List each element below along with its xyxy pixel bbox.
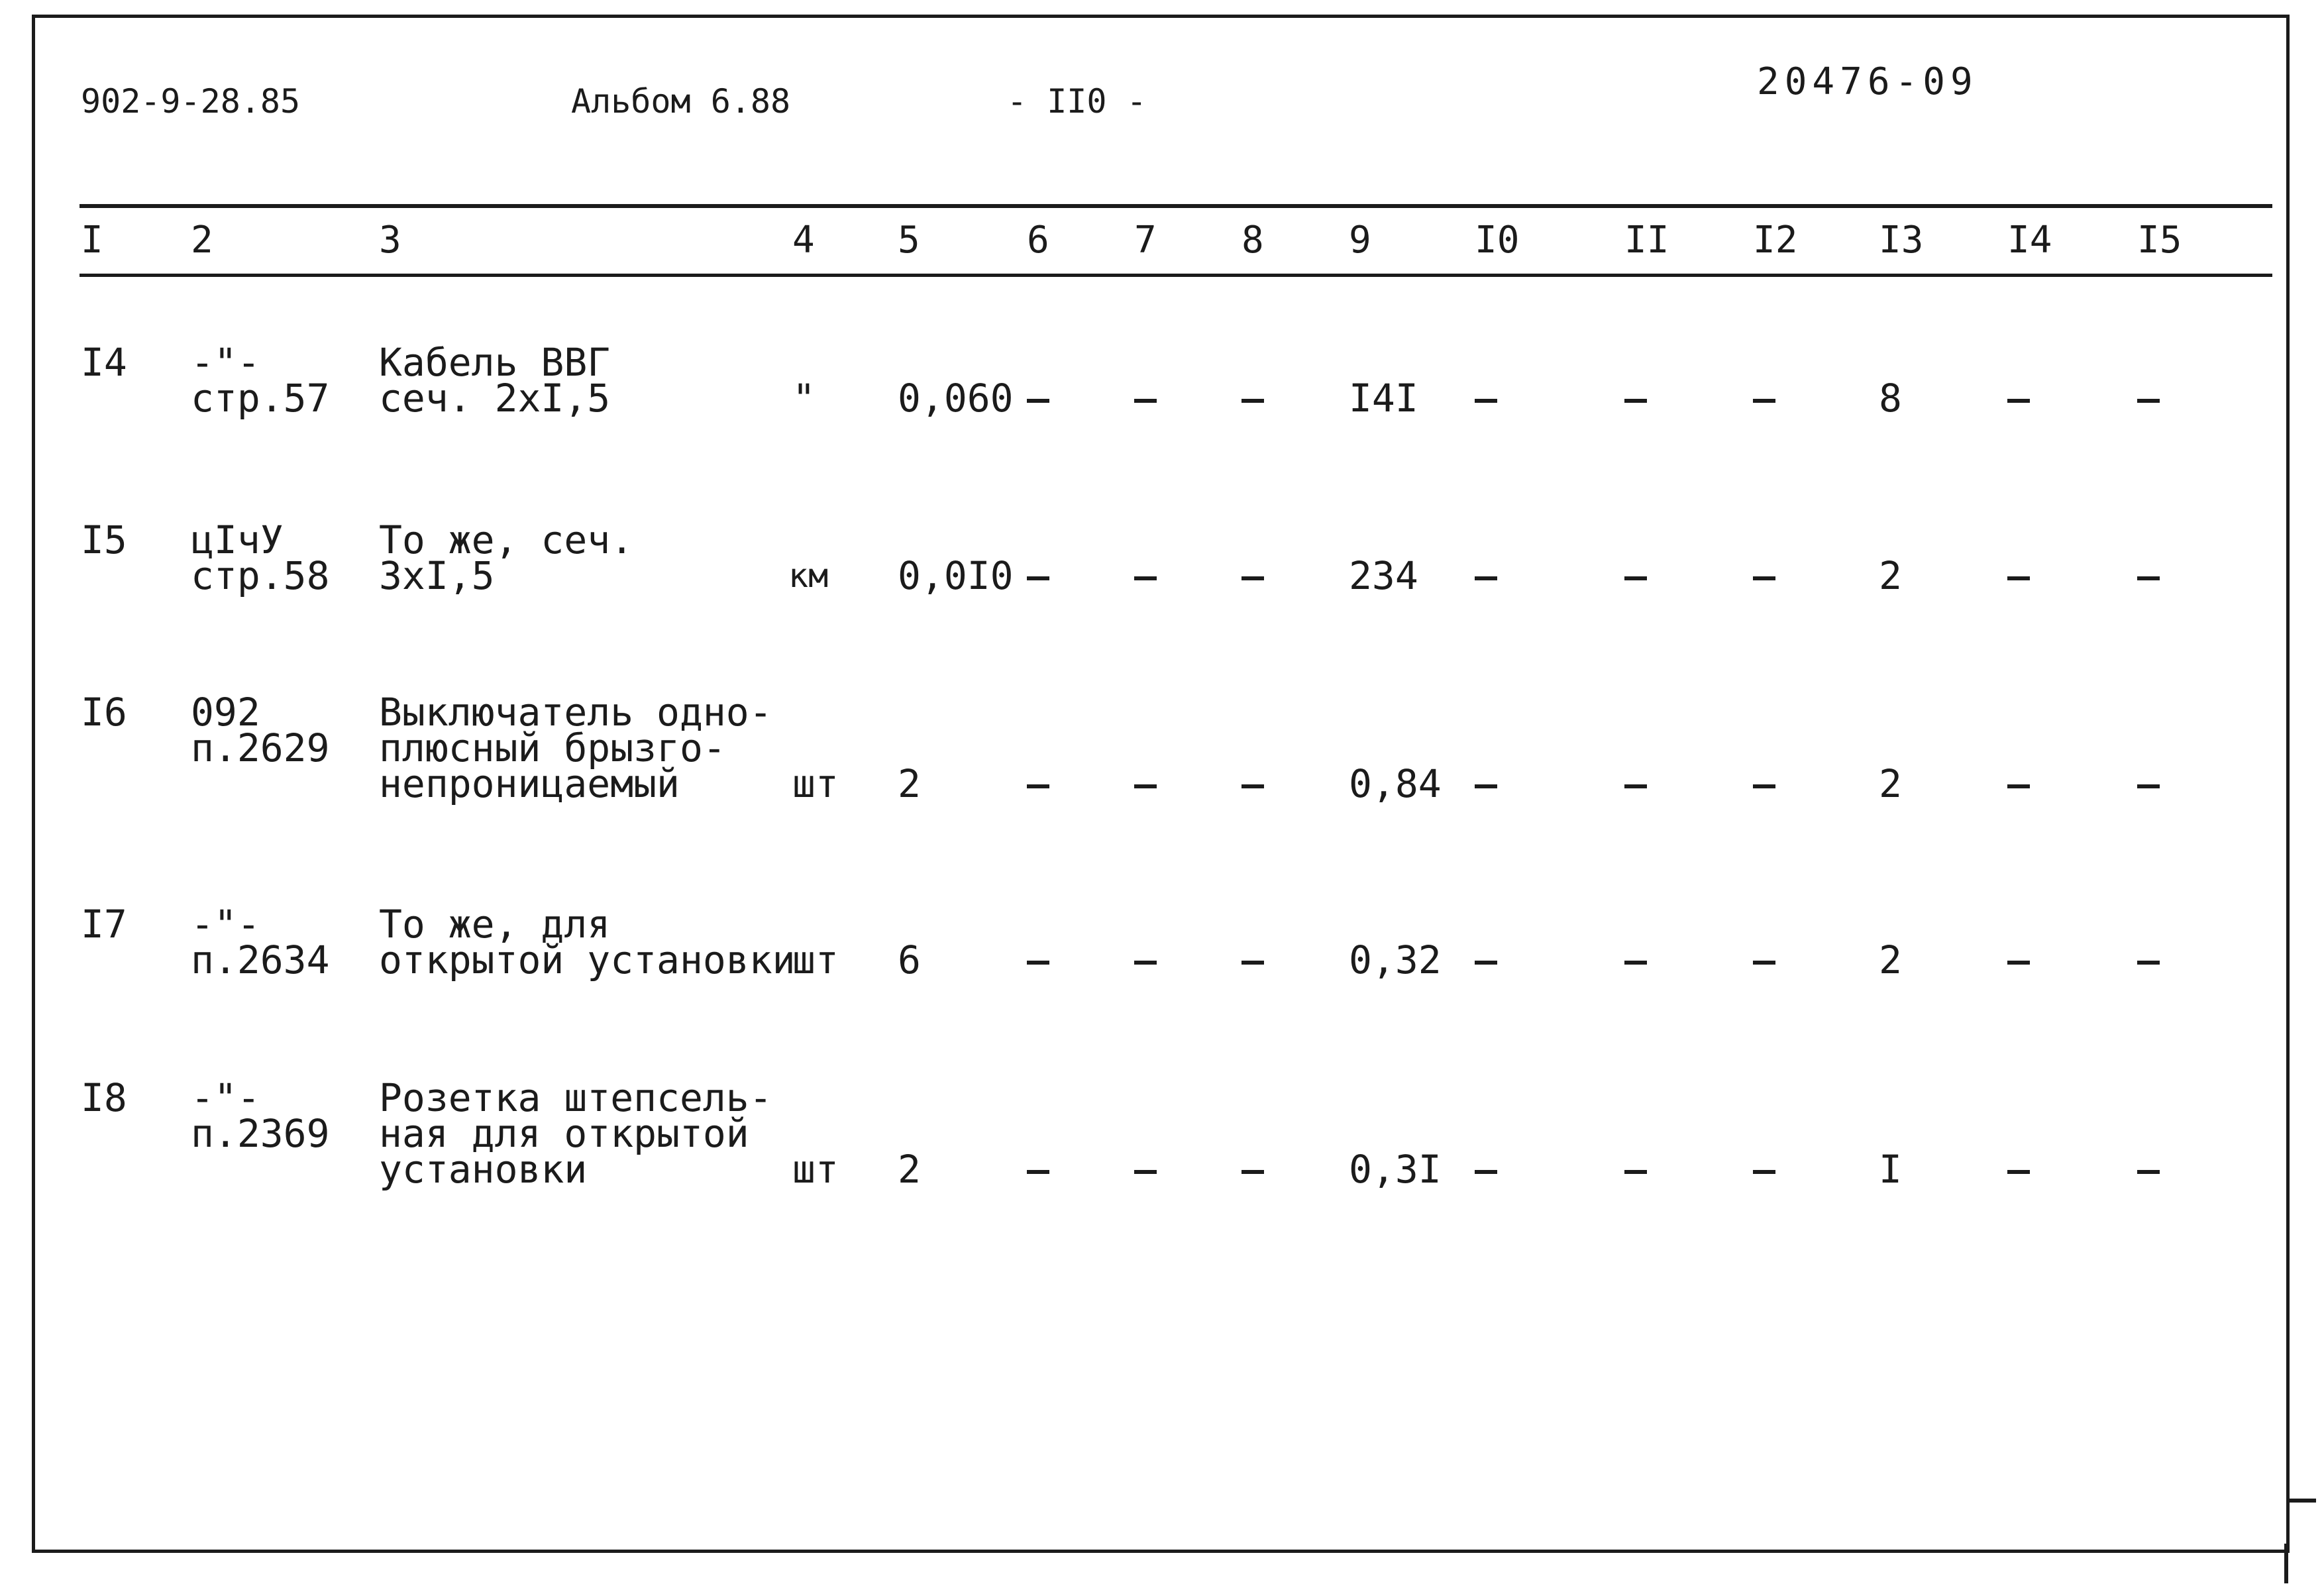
dash-mark-c6	[1027, 961, 1049, 965]
dash-mark-c8	[1241, 399, 1264, 403]
dash-mark-c6	[1027, 1170, 1049, 1174]
dash-mark-c7	[1134, 1170, 1157, 1174]
dash-mark-c14	[2007, 576, 2030, 580]
col-1: I	[81, 219, 103, 262]
row-col-13: 2	[1879, 761, 1902, 806]
row-unit: "	[792, 376, 816, 421]
row-pos: I5	[81, 517, 127, 562]
dash-mark-c12	[1753, 961, 1775, 965]
row-pos: I7	[81, 902, 127, 947]
dash-mark-c11	[1624, 1170, 1647, 1174]
row-col-9: 0,84	[1349, 761, 1442, 806]
dash-mark-c6	[1027, 399, 1049, 403]
dash-mark-c7	[1134, 399, 1157, 403]
row-pos: I4	[81, 340, 127, 385]
col-2: 2	[191, 219, 213, 262]
document-stamp: 20476-09	[1757, 60, 1978, 103]
row-quantity: 0,0I0	[898, 553, 1014, 598]
header-rule-bottom	[79, 274, 2272, 277]
col-15: I5	[2137, 219, 2182, 262]
dash-mark-c10	[1475, 399, 1497, 403]
dash-mark-c11	[1624, 784, 1647, 788]
dash-mark-c8	[1241, 576, 1264, 580]
page-number: - II0 -	[1007, 82, 1147, 121]
dash-mark-c12	[1753, 784, 1775, 788]
col-10: I0	[1475, 219, 1520, 262]
row-col-13: I	[1879, 1147, 1902, 1192]
dash-mark-c15	[2137, 576, 2160, 580]
col-9: 9	[1349, 219, 1371, 262]
dash-mark-c6	[1027, 576, 1049, 580]
dash-mark-c14	[2007, 399, 2030, 403]
dash-mark-c11	[1624, 399, 1647, 403]
col-7: 7	[1134, 219, 1157, 262]
dash-mark-c10	[1475, 784, 1497, 788]
dash-mark-c7	[1134, 961, 1157, 965]
row-name: То же, для открытой установки	[379, 902, 796, 982]
album-label: Альбом 6.88	[571, 82, 791, 121]
row-quantity: 0,060	[898, 376, 1014, 421]
row-col-9: 0,32	[1349, 937, 1442, 982]
row-quantity: 2	[898, 1147, 921, 1192]
dash-mark-c14	[2007, 961, 2030, 965]
dash-mark-c7	[1134, 576, 1157, 580]
dash-mark-c12	[1753, 399, 1775, 403]
row-unit: шт	[792, 1147, 839, 1192]
row-quantity: 2	[898, 761, 921, 806]
dash-mark-c10	[1475, 961, 1497, 965]
row-pos: I8	[81, 1075, 127, 1120]
dash-mark-c14	[2007, 784, 2030, 788]
row-unit: км	[788, 556, 829, 595]
row-name: Кабель ВВГ сеч. 2хI,5	[379, 340, 611, 421]
row-col-13: 2	[1879, 553, 1902, 598]
doc-code: 902-9-28.85	[81, 82, 301, 121]
dash-mark-c15	[2137, 784, 2160, 788]
dash-mark-c11	[1624, 576, 1647, 580]
row-name: Выключатель одно- плюсный брызго- непроницаемый	[379, 690, 772, 806]
row-name: Розетка штепсель- ная для открытой установки	[379, 1075, 772, 1192]
row-reference: -"- п.2634	[191, 902, 330, 982]
dash-mark-c8	[1241, 961, 1264, 965]
row-col-9: 0,3I	[1349, 1147, 1442, 1192]
dash-mark-c15	[2137, 399, 2160, 403]
dash-mark-c15	[2137, 1170, 2160, 1174]
dash-mark-c12	[1753, 1170, 1775, 1174]
row-col-9: 234	[1349, 553, 1418, 598]
dash-mark-c8	[1241, 784, 1264, 788]
dash-mark-c10	[1475, 1170, 1497, 1174]
row-reference: цIчУ стр.58	[191, 517, 330, 598]
frame-tick-right	[2290, 1499, 2316, 1503]
col-13: I3	[1879, 219, 1924, 262]
dash-mark-c14	[2007, 1170, 2030, 1174]
col-8: 8	[1241, 219, 1264, 262]
dash-mark-c15	[2137, 961, 2160, 965]
row-col-13: 8	[1879, 376, 1902, 421]
row-reference: -"- стр.57	[191, 340, 330, 421]
row-unit: шт	[792, 761, 839, 806]
col-5: 5	[898, 219, 920, 262]
col-3: 3	[379, 219, 401, 262]
row-name: То же, сеч. 3хI,5	[379, 517, 634, 598]
dash-mark-c12	[1753, 576, 1775, 580]
row-col-9: I4I	[1349, 376, 1418, 421]
col-12: I2	[1753, 219, 1798, 262]
row-col-13: 2	[1879, 937, 1902, 982]
row-reference: -"- п.2369	[191, 1075, 330, 1156]
row-quantity: 6	[898, 937, 921, 982]
dash-mark-c8	[1241, 1170, 1264, 1174]
dash-mark-c10	[1475, 576, 1497, 580]
col-11: II	[1624, 219, 1669, 262]
col-6: 6	[1027, 219, 1049, 262]
row-reference: 092 п.2629	[191, 690, 330, 770]
header-rule-top	[79, 204, 2272, 208]
frame-tick-bottom	[2284, 1544, 2288, 1583]
col-14: I4	[2007, 219, 2052, 262]
row-pos: I6	[81, 690, 127, 735]
dash-mark-c7	[1134, 784, 1157, 788]
dash-mark-c11	[1624, 961, 1647, 965]
row-unit: шт	[792, 937, 839, 982]
page-frame	[32, 15, 2290, 1553]
col-4: 4	[792, 219, 815, 262]
dash-mark-c6	[1027, 784, 1049, 788]
